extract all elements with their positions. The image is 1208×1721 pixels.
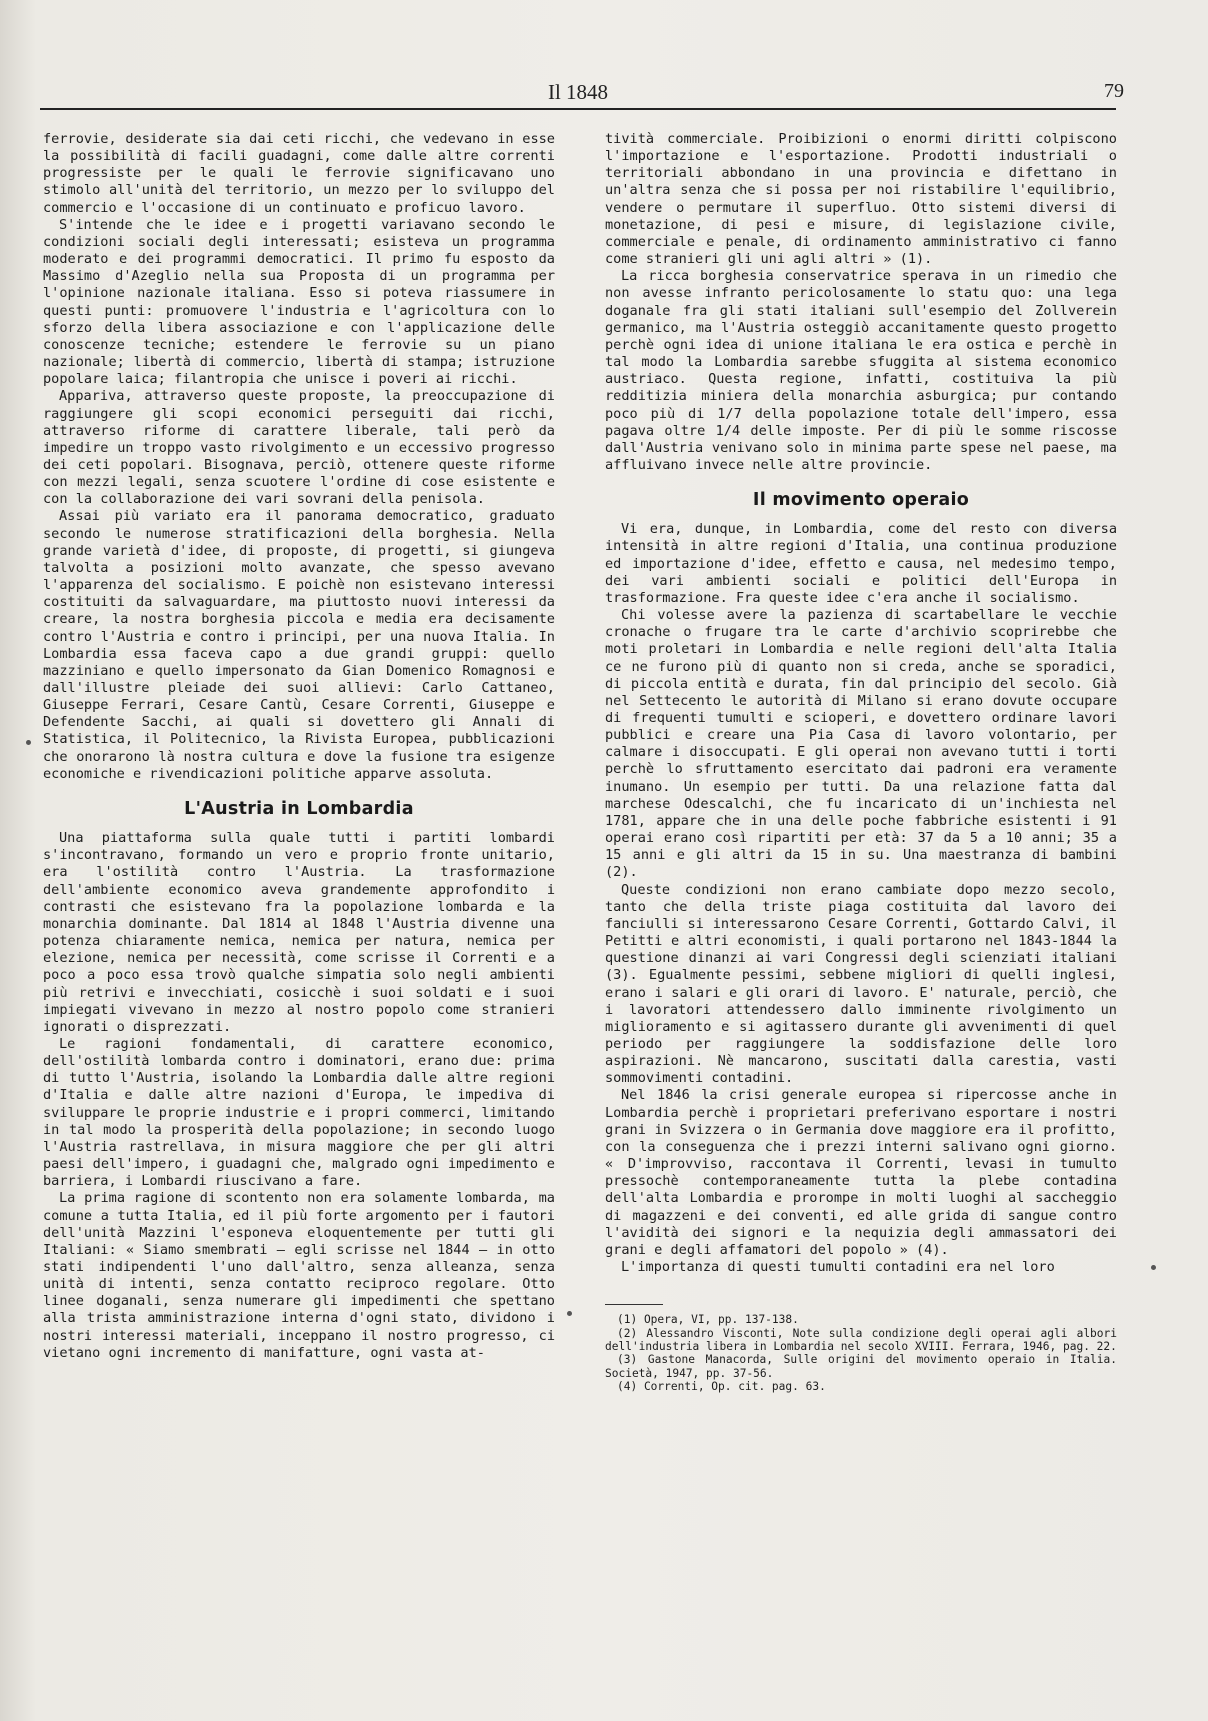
paragraph: L'importanza di questi tumulti contadini era nel loro: [621, 1259, 1055, 1275]
paragraph: Queste condizioni non erano cambiate dopo mezzo secolo, tanto che della triste piaga costituita dal lavoro dei fanciulli si interessarono Cesare Correnti, Gottardo Calvi, il Petitti e altri economisti, i quali portarono nel 1843-1844 la questione dinanzi ai vari Congressi degli scienziati italiani (3). Egualmente pessimi, sebbene migliori di quelli inglesi, erano i salari e gli orari di lavoro. E' naturale, perciò, che i lavoratori attendessero dallo imminente rivolgimento un miglioramento e si agitassero durante gli avvenimenti di quel periodo per raggiungere la soddisfazione delle loro aspirazioni. Nè mancarono, suscitati dalla carestia, vasti sommovimenti contadini.: [605, 881, 1117, 1087]
paragraph: Appariva, attraverso queste proposte, la preoccupazione di raggiungere gli scopi economici perseguiti dai ricchi, attraverso riforme di carattere liberale, tali però da impedire un troppo vasto rivolgimento e un eccessivo progresso dei ceti popolari. Bisognava, perciò, ottenere queste riforme con mezzi legali, senza scuotere l'ordine di cose esistente e con la collaborazione dei vari sovrani della penisola.: [43, 388, 555, 508]
paragraph: ferrovie, desiderate sia dai ceti ricchi, che vedevano in esse la possibilità di facili guadagni, come dalle altre correnti progressiste per le quali le ferrovie significavano uno stimolo all'unità del territorio, un mezzo per lo sviluppo del commercio e l'occasione di un continuato e proficuo lavoro.: [43, 131, 555, 216]
paragraph: La ricca borghesia conservatrice sperava in un rimedio che non avesse infranto pericolosamente lo statu quo: una lega doganale fra gli stati italiani sull'esempio del Zollverein germanico, ma l'Austria osteggiò accanitamente questo progetto perchè ogni idea di unione italiana le era ostica e perchè in tal modo la Lombardia sarebbe sfuggita al sistema economico austriaco. Questa regione, infatti, costituiva la più redditizia miniera della monarchia asburgica; pur contando poco più di 1/7 della popolazione totale dell'impero, essa pagava oltre 1/4 delle imposte. Per di più le somme riscosse dall'Austria venivano solo in minima parte spese nel paese, ma affluivano invece nelle altre provincie.: [605, 268, 1117, 473]
paragraph: Una piattaforma sulla quale tutti i partiti lombardi s'incontravano, formando un vero e proprio fronte unitario, era l'ostilità contro l'Austria. La trasformazione dell'ambiente economico aveva grandemente approfondito i contrasti che esistevano fra la popolazione lombarda e la monarchia dominante. Dal 1814 al 1848 l'Austria divenne una potenza chiaramente nemica, nemica per natura, nemica per elezione, nemica per necessità, come scrisse il Correnti e a poco a poco essa trovò qualche simpatia solo negli ambienti più retrivi e invecchiati, cosicchè i suoi soldati e i suoi impiegati vivevano in mezzo al nostro popolo come stranieri ignorati o disprezzati.: [43, 830, 555, 1035]
right-column: [605, 131, 1117, 1394]
paragraph: tività commerciale. Proibizioni o enormi diritti colpiscono l'importazione e l'esportazione. Prodotti industriali o territoriali abbondano in una provincia e difettano in un'altra senza che si possa per noi ristabilire l'equilibrio, vendere o permutare il superfluo. Otto sistemi diversi di monetazione, di pesi e misure, di legislazione civile, commerciale e penale, di ordinamento amministrativo ci fanno come stranieri gli uni agli altri » (1).: [605, 131, 1117, 268]
footnote: (3) Gastone Manacorda, Sulle origini del movimento operaio in Italia. Società, 1947, pp. 37-56.: [605, 1353, 1117, 1380]
scan-speck: [26, 740, 31, 745]
paragraph: Nel 1846 la crisi generale europea si ripercosse anche in Lombardia perchè i proprietari preferivano esportare i nostri grani in Svizzera o in Germania dove maggiore era il profitto, con la conseguenza che i prezzi interni salivano ogni giorno. « D'improvviso, raccontava il Correnti, levasi in tumulto pressochè contemporaneamente tutta la plebe contadina dell'alta Lombardia e prorompe in molti luoghi al saccheggio di magazzeni e dei conventi, ed alle grida di sangue contro l'avidità dei signori e la nequizia degli ammassatori dei grani e degli affamatori del popolo » (4).: [605, 1087, 1117, 1258]
paragraph: Le ragioni fondamentali, di carattere economico, dell'ostilità lombarda contro i dominatori, erano due: prima di tutto l'Austria, isolando la Lombardia dalle altre regioni d'Italia e dalle altre nazioni d'Europa, le impediva di sviluppare le proprie industrie e i propri commerci, limitando in tal modo la prosperità della popolazione; in secondo luogo l'Austria rastrellava, in misura maggiore che per gli altri paesi dell'impero, i guadagni che, malgrado ogni impedimento e barriera, i Lombardi riuscivano a fare.: [43, 1035, 555, 1190]
scan-speck: [1151, 1265, 1156, 1270]
paragraph: Vi era, dunque, in Lombardia, come del resto con diversa intensità in altre regioni d'Italia, una continua produzione ed importazione d'idee, effetto e causa, nel medesimo tempo, dei vari ambienti sociali e politici dell'Europa in trasformazione. Fra queste idee c'era anche il socialismo.: [605, 521, 1117, 606]
scan-speck: [567, 1311, 572, 1316]
footnote: (1) Opera, VI, pp. 137-138.: [617, 1313, 799, 1327]
paragraph: Assai più variato era il panorama democratico, graduato secondo le numerose stratificazioni della borghesia. Nella grande varietà d'idee, di proposte, di progetti, si giungeva talvolta a posizioni molto avanzate, che spesso avevano l'apparenza del socialismo. E poichè non esistevano interessi costituiti da salvaguardare, ma piuttosto nuovi interessi da creare, la nostra borghesia piccola e media era decisamente contro l'Austria e contro i principi, per una nuova Italia. In Lombardia essa faceva capo a due grandi gruppi: quello mazziniano e quello impersonato da Gian Domenico Romagnosi e dall'illustre pleiade dei suoi allievi: Carlo Cattaneo, Giuseppe Ferrari, Cesare Cantù, Cesare Correnti, Giuseppe e Defendente Sacchi, ai quali si dovettero gli Annali di Statistica, il Politecnico, la Rivista Europea, pubblicazioni che onorarono là nostra cultura e dove la fusione tra esigenze economiche e rivendicazioni politiche apparve assoluta.: [43, 508, 555, 782]
section-heading-austria: L'Austria in Lombardia: [184, 798, 414, 819]
left-column: [43, 131, 555, 1362]
paragraph: Chi volesse avere la pazienza di scartabellare le vecchie cronache o frugare tra le carte d'archivio scoprirebbe che moti proletari in Lombardia e nelle regioni dell'alta Italia ce ne furono più di quanto non si creda, anche se sporadici, di piccola entità e durata, fin dal principio del secolo. Già nel Settecento le autorità di Milano si erano dovute occupare di frequenti tumulti e scioperi, e dovettero ordinare lavori pubblici e creare una Pia Casa di lavoro volontario, per calmare i disoccupati. E gli operai non avevano tutti i torti perchè lo sfruttamento esercitato dai padroni era veramente inumano. Un esempio per tutti. Da una relazione fatta dal marchese Odescalchi, che fu incaricato di un'inchiesta nel 1781, appare che in una delle poche fabbriche esistenti i 91 operai erano così ripartiti per età: 37 da 5 a 10 anni; 35 a 15 anni e gli altri da 15 in su. Una maestranza di bambini (2).: [605, 607, 1117, 881]
footnote: (2) Alessandro Visconti, Note sulla condizione degli operai agli albori dell'industria libera in Lombardia nel secolo XVIII. Ferrara, 1946, pag. 22.: [605, 1326, 1117, 1353]
page-number: 79: [1104, 80, 1124, 102]
paragraph: S'intende che le idee e i progetti variavano secondo le condizioni sociali degli interessati; esisteva un programma moderato e dei programmi democratici. Il primo fu esposto da Massimo d'Azeglio nella sua Proposta di un programma per l'opinione nazionale italiana. Esso si poteva riassumere in questi punti: promuovere l'industria e l'agricoltura con lo sforzo della libera associazione e con l'applicazione delle conoscenze tecniche; estendere le ferrovie su un piano nazionale; libertà di commercio, libertà di stampa; istruzione popolare laica; filantropia che unisce i poveri ai ricchi.: [43, 216, 555, 388]
footnotes: [605, 1313, 1117, 1393]
footnote-divider: [605, 1304, 663, 1305]
paragraph: La prima ragione di scontento non era solamente lombarda, ma comune a tutta Italia, ed il più forte argomento per i fautori dell'unità Mazzini l'esponeva eloquentemente per tutti gli Italiani: « Siamo smembrati — egli scrisse nel 1844 — in otto stati indipendenti l'uno dall'altro, senza alleanza, senza unità di intenti, senza contatto reciproco regolare. Otto linee doganali, senza numerare gli impedimenti che spettano alla trista amministrazione interna d'ogni stato, dividono i nostri interessi materiali, inceppano il nostro progresso, ci vietano ogni incremento di manifatture, ogni vasta at-: [43, 1190, 555, 1361]
section-heading-movimento: Il movimento operaio: [752, 490, 970, 511]
footnote: (4) Correnti, Op. cit. pag. 63.: [617, 1380, 826, 1394]
page-header: [40, 78, 1124, 110]
running-title: Il 1848: [547, 80, 609, 104]
